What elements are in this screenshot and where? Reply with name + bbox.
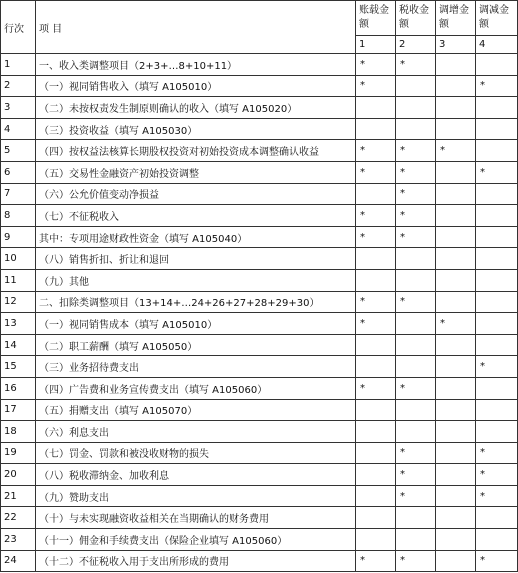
header-col3-no: 3 <box>436 36 476 54</box>
cell-col3 <box>436 356 476 378</box>
cell-col1 <box>356 442 396 464</box>
cell-col2 <box>396 334 436 356</box>
cell-col4 <box>476 97 518 119</box>
cell-col3 <box>436 118 476 140</box>
cell-col4 <box>476 313 518 335</box>
row-item: （二）未按权责发生制原则确认的收入（填写 A105020） <box>36 97 356 119</box>
table-row <box>1 226 518 248</box>
row-item: （八）税收滞纳金、加收利息 <box>36 464 356 486</box>
table-row <box>1 550 518 572</box>
cell-col3 <box>436 377 476 399</box>
row-item: （五）交易性金融资产初始投资调整 <box>36 161 356 183</box>
cell-col3 <box>436 550 476 572</box>
table-row <box>1 248 518 270</box>
cell-col4 <box>476 377 518 399</box>
cell-col1 <box>356 248 396 270</box>
cell-col4 <box>476 205 518 227</box>
row-item: 二、扣除类调整项目（13+14+…24+26+27+28+29+30） <box>36 291 356 313</box>
row-number: 6 <box>1 161 36 183</box>
cell-col2 <box>396 248 436 270</box>
cell-col3 <box>436 507 476 529</box>
cell-col4 <box>476 118 518 140</box>
cell-col3 <box>436 183 476 205</box>
cell-col4 <box>476 140 518 162</box>
row-number: 18 <box>1 421 36 443</box>
cell-col2: * <box>396 291 436 313</box>
cell-col3 <box>436 399 476 421</box>
cell-col3 <box>436 226 476 248</box>
cell-col2 <box>396 75 436 97</box>
row-number: 5 <box>1 140 36 162</box>
cell-col2 <box>396 356 436 378</box>
row-item: （一）视同销售收入（填写 A105010） <box>36 75 356 97</box>
table-row <box>1 313 518 335</box>
row-number: 8 <box>1 205 36 227</box>
cell-col2: * <box>396 205 436 227</box>
row-number: 13 <box>1 313 36 335</box>
cell-col1 <box>356 399 396 421</box>
cell-col4 <box>476 291 518 313</box>
cell-col4 <box>476 529 518 551</box>
table-row <box>1 507 518 529</box>
table-row <box>1 54 518 76</box>
cell-col3 <box>436 97 476 119</box>
cell-col3 <box>436 54 476 76</box>
cell-col1: * <box>356 377 396 399</box>
cell-col3 <box>436 205 476 227</box>
row-item: （四）按权益法核算长期股权投资对初始投资成本调整确认收益 <box>36 140 356 162</box>
cell-col2: * <box>396 377 436 399</box>
cell-col1: * <box>356 205 396 227</box>
table-row <box>1 399 518 421</box>
row-item: 其中：专项用途财政性资金（填写 A105040） <box>36 226 356 248</box>
table-row <box>1 334 518 356</box>
cell-col4 <box>476 334 518 356</box>
row-number: 16 <box>1 377 36 399</box>
cell-col3 <box>436 442 476 464</box>
cell-col3: * <box>436 140 476 162</box>
header-col1-no: 1 <box>356 36 396 54</box>
row-item: （九）其他 <box>36 269 356 291</box>
cell-col4: * <box>476 356 518 378</box>
row-number: 4 <box>1 118 36 140</box>
cell-col2 <box>396 399 436 421</box>
header-row-no: 行次 <box>1 1 36 54</box>
cell-col3 <box>436 464 476 486</box>
table-row <box>1 291 518 313</box>
cell-col4 <box>476 226 518 248</box>
row-item: （一）视同销售成本（填写 A105010） <box>36 313 356 335</box>
table-row <box>1 529 518 551</box>
row-number: 1 <box>1 54 36 76</box>
row-number: 23 <box>1 529 36 551</box>
header-item: 项 目 <box>36 1 356 54</box>
header-col1: 账载金额 <box>356 1 396 36</box>
cell-col1 <box>356 485 396 507</box>
cell-col1 <box>356 356 396 378</box>
row-item: （八）销售折扣、折让和退回 <box>36 248 356 270</box>
cell-col1: * <box>356 54 396 76</box>
cell-col2: * <box>396 550 436 572</box>
cell-col4 <box>476 399 518 421</box>
header-col2: 税收金额 <box>396 1 436 36</box>
row-item: （四）广告费和业务宣传费支出（填写 A105060） <box>36 377 356 399</box>
cell-col2: * <box>396 183 436 205</box>
cell-col2 <box>396 118 436 140</box>
cell-col3 <box>436 334 476 356</box>
cell-col3 <box>436 75 476 97</box>
cell-col4: * <box>476 550 518 572</box>
cell-col4: * <box>476 464 518 486</box>
row-number: 17 <box>1 399 36 421</box>
row-number: 21 <box>1 485 36 507</box>
cell-col1: * <box>356 75 396 97</box>
row-number: 10 <box>1 248 36 270</box>
header-col4-no: 4 <box>476 36 518 54</box>
row-number: 24 <box>1 550 36 572</box>
row-item: （七）罚金、罚款和被没收财物的损失 <box>36 442 356 464</box>
row-number: 12 <box>1 291 36 313</box>
row-number: 3 <box>1 97 36 119</box>
row-item: （五）捐赠支出（填写 A105070） <box>36 399 356 421</box>
cell-col2: * <box>396 485 436 507</box>
cell-col4: * <box>476 161 518 183</box>
row-number: 11 <box>1 269 36 291</box>
cell-col4 <box>476 507 518 529</box>
cell-col1 <box>356 118 396 140</box>
row-item: （十二）不征税收入用于支出所形成的费用 <box>36 550 356 572</box>
cell-col1 <box>356 97 396 119</box>
header-row <box>1 1 518 36</box>
cell-col4: * <box>476 485 518 507</box>
row-number: 20 <box>1 464 36 486</box>
row-number: 22 <box>1 507 36 529</box>
row-number: 15 <box>1 356 36 378</box>
cell-col3 <box>436 291 476 313</box>
row-item: （三）业务招待费支出 <box>36 356 356 378</box>
cell-col1: * <box>356 313 396 335</box>
cell-col3 <box>436 161 476 183</box>
row-number: 19 <box>1 442 36 464</box>
cell-col3 <box>436 269 476 291</box>
table-body <box>1 54 518 572</box>
row-item: （二）职工薪酬（填写 A105050） <box>36 334 356 356</box>
table-row <box>1 118 518 140</box>
table-row <box>1 485 518 507</box>
table-row <box>1 421 518 443</box>
row-number: 2 <box>1 75 36 97</box>
cell-col4: * <box>476 75 518 97</box>
table-row <box>1 140 518 162</box>
cell-col2 <box>396 507 436 529</box>
cell-col3 <box>436 485 476 507</box>
table-row <box>1 75 518 97</box>
header-col2-no: 2 <box>396 36 436 54</box>
header-col4: 调减金额 <box>476 1 518 36</box>
table-row <box>1 205 518 227</box>
cell-col1: * <box>356 291 396 313</box>
row-number: 7 <box>1 183 36 205</box>
cell-col1: * <box>356 550 396 572</box>
cell-col2 <box>396 97 436 119</box>
cell-col2 <box>396 269 436 291</box>
cell-col1 <box>356 507 396 529</box>
cell-col1 <box>356 269 396 291</box>
cell-col2: * <box>396 161 436 183</box>
table-row <box>1 464 518 486</box>
row-item: （六）利息支出 <box>36 421 356 443</box>
cell-col2: * <box>396 226 436 248</box>
table-row <box>1 356 518 378</box>
cell-col3 <box>436 248 476 270</box>
table-row <box>1 183 518 205</box>
cell-col1 <box>356 334 396 356</box>
table-row <box>1 442 518 464</box>
table-row <box>1 97 518 119</box>
cell-col2: * <box>396 140 436 162</box>
cell-col4 <box>476 248 518 270</box>
table-row <box>1 377 518 399</box>
header-col3: 调增金额 <box>436 1 476 36</box>
cell-col3 <box>436 529 476 551</box>
cell-col1 <box>356 183 396 205</box>
cell-col2 <box>396 313 436 335</box>
cell-col1 <box>356 464 396 486</box>
row-item: （三）投资收益（填写 A105030） <box>36 118 356 140</box>
table-row <box>1 269 518 291</box>
row-item: （十一）佣金和手续费支出（保险企业填写 A105060） <box>36 529 356 551</box>
row-item: （六）公允价值变动净损益 <box>36 183 356 205</box>
row-item: （九）赞助支出 <box>36 485 356 507</box>
cell-col1 <box>356 529 396 551</box>
cell-col1: * <box>356 226 396 248</box>
row-number: 14 <box>1 334 36 356</box>
cell-col2 <box>396 529 436 551</box>
cell-col4: * <box>476 442 518 464</box>
table-row <box>1 161 518 183</box>
cell-col2: * <box>396 464 436 486</box>
row-item: 一、收入类调整项目（2+3+…8+10+11） <box>36 54 356 76</box>
cell-col3 <box>436 421 476 443</box>
row-number: 9 <box>1 226 36 248</box>
cell-col4 <box>476 183 518 205</box>
cell-col4 <box>476 421 518 443</box>
cell-col2: * <box>396 54 436 76</box>
cell-col1: * <box>356 140 396 162</box>
cell-col1: * <box>356 161 396 183</box>
cell-col2: * <box>396 442 436 464</box>
row-item: （十）与未实现融资收益相关在当期确认的财务费用 <box>36 507 356 529</box>
cell-col1 <box>356 421 396 443</box>
cell-col4 <box>476 269 518 291</box>
row-item: （七）不征税收入 <box>36 205 356 227</box>
cell-col3: * <box>436 313 476 335</box>
cell-col2 <box>396 421 436 443</box>
cell-col4 <box>476 54 518 76</box>
